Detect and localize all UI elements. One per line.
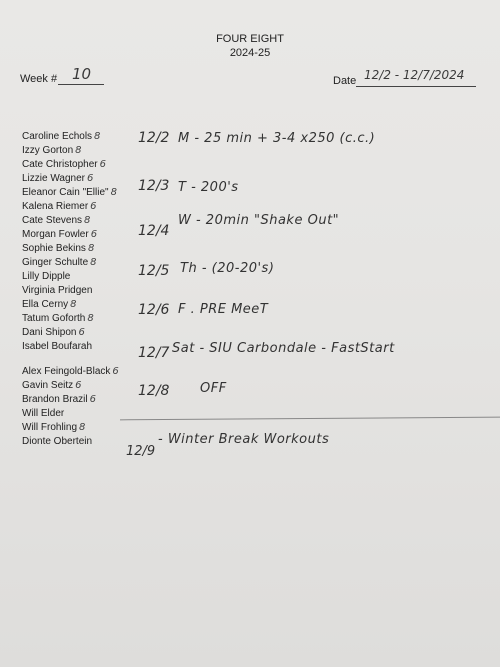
schedule-workout: W - 20min "Shake Out"	[178, 213, 340, 228]
schedule-date: 12/9	[126, 444, 156, 459]
athlete-row	[22, 243, 94, 254]
athlete-row	[22, 215, 90, 226]
athlete-row	[22, 394, 96, 405]
athlete-group: 6	[112, 366, 119, 377]
athlete-group: 8	[70, 299, 77, 310]
athlete-name: Gavin Seitz	[22, 380, 74, 391]
athlete-name: Virginia Pridgen	[22, 285, 93, 296]
athlete-row	[22, 145, 82, 156]
athlete-row	[22, 341, 94, 352]
schedule-date: 12/2	[138, 130, 170, 146]
athlete-name: Will Frohling	[22, 422, 78, 433]
athlete-row	[22, 159, 106, 170]
date-label: Date	[333, 75, 357, 87]
athlete-row	[22, 327, 85, 338]
athlete-name: Izzy Gorton	[22, 145, 74, 156]
athlete-name: Cate Christopher	[22, 159, 98, 170]
schedule-date: 12/7	[138, 345, 170, 361]
athlete-name: Isabel Boufarah	[22, 341, 93, 352]
schedule-date: 12/8	[138, 383, 170, 399]
schedule-workout: Th - (20-20's)	[180, 261, 275, 276]
athlete-name: Eleanor Cain "Ellie"	[22, 187, 109, 198]
athlete-row	[22, 201, 97, 212]
schedule-workout: T - 200's	[178, 180, 239, 195]
athlete-name: Tatum Goforth	[22, 313, 86, 324]
date-underline	[356, 86, 476, 87]
athlete-row	[22, 422, 85, 433]
athlete-name: Alex Feingold-Black	[22, 366, 111, 377]
athlete-name: Morgan Fowler	[22, 229, 89, 240]
athlete-name: Ginger Schulte	[22, 257, 89, 268]
season-label: 2024-25	[229, 47, 271, 59]
athlete-row	[22, 380, 82, 391]
athlete-row	[22, 313, 94, 324]
schedule-workout: Sat - SIU Carbondale - FastStart	[172, 341, 395, 356]
schedule-workout: - Winter Break Workouts	[158, 432, 330, 447]
athlete-name: Brandon Brazil	[22, 394, 88, 405]
athlete-name: Ella Cerny	[22, 299, 69, 310]
athlete-group: 8	[75, 145, 82, 156]
athlete-name: Dionte Obertein	[22, 436, 93, 447]
athlete-row	[22, 436, 94, 447]
athlete-group: 6	[87, 173, 94, 184]
athlete-name: Lizzie Wagner	[22, 173, 85, 184]
athlete-row	[22, 257, 97, 268]
athlete-group: 6	[90, 229, 98, 240]
athlete-row	[22, 271, 72, 282]
athlete-name: Caroline Echols	[22, 131, 93, 142]
schedule-workout: F . PRE MeeT	[178, 302, 269, 317]
athlete-group: 8	[87, 243, 95, 254]
week-label: Week #	[20, 73, 58, 85]
athlete-name: Will Elder	[22, 408, 65, 419]
athlete-group: 8	[84, 215, 91, 226]
schedule-date: 12/4	[138, 223, 170, 239]
athlete-row	[22, 187, 117, 198]
athlete-name: Dani Shipon	[22, 327, 77, 338]
athlete-group: 8	[90, 257, 97, 268]
athlete-group: 6	[90, 201, 97, 212]
athlete-row	[22, 408, 66, 419]
week-value: 10	[72, 65, 92, 83]
athlete-name: Kalena Riemer	[22, 201, 89, 212]
schedule-workout: M - 25 min + 3-4 x250 (c.c.)	[178, 131, 376, 146]
athlete-name: Lilly Dipple	[22, 271, 71, 282]
schedule-date: 12/3	[138, 178, 170, 194]
athlete-row	[22, 131, 100, 142]
week-underline	[58, 84, 104, 85]
athlete-group: 8	[94, 131, 101, 142]
schedule-date: 12/6	[138, 302, 170, 318]
athlete-row	[22, 299, 77, 310]
athlete-row	[22, 285, 94, 296]
athlete-group: 6	[78, 327, 85, 338]
athlete-group: 8	[110, 187, 117, 198]
athlete-group: 8	[87, 313, 94, 324]
athlete-group: 6	[75, 380, 82, 391]
schedule-date: 12/5	[138, 263, 170, 279]
sheet-title: FOUR EIGHT	[216, 33, 284, 45]
athlete-row	[22, 229, 97, 240]
athlete-name: Cate Stevens	[22, 215, 83, 226]
date-value: 12/2 - 12/7/2024	[364, 68, 465, 82]
athlete-group: 6	[89, 394, 96, 405]
schedule-workout: OFF	[200, 381, 227, 396]
athlete-group: 8	[79, 422, 86, 433]
athlete-name: Sophie Bekins	[22, 243, 86, 254]
athlete-row	[22, 173, 93, 184]
athlete-group: 6	[99, 159, 106, 170]
athlete-row	[22, 366, 119, 377]
